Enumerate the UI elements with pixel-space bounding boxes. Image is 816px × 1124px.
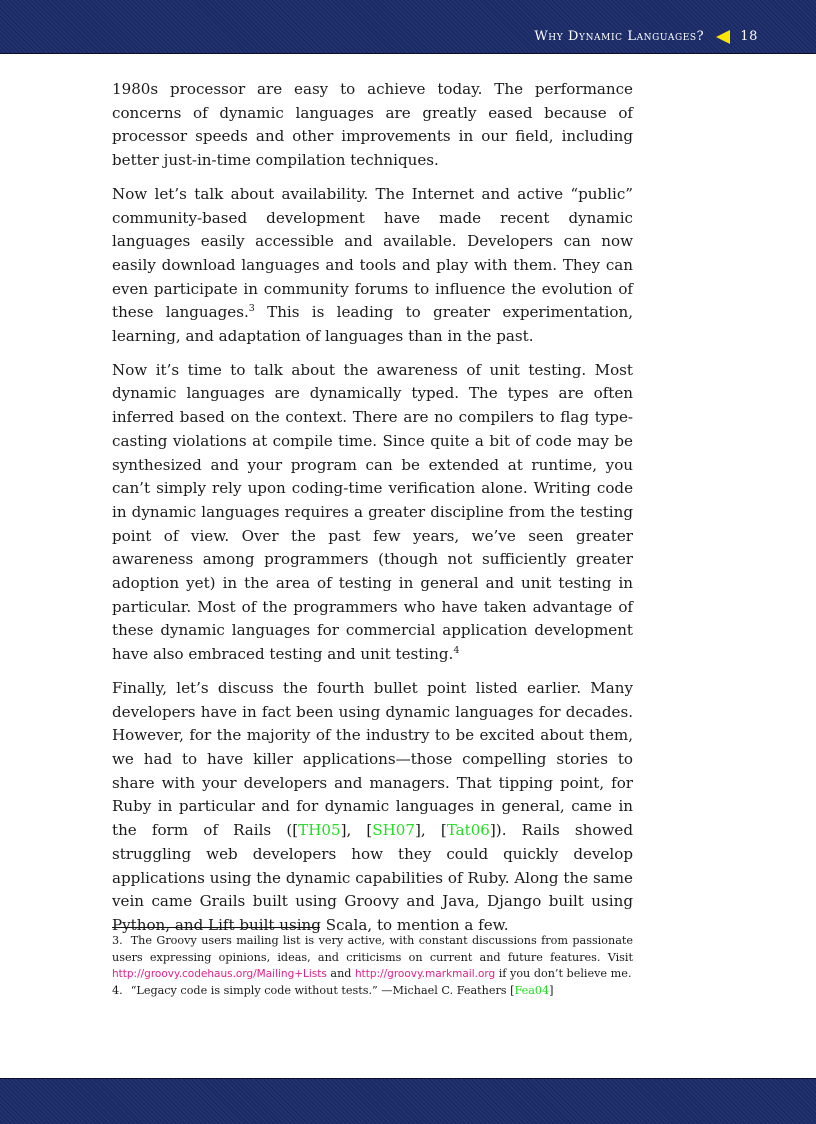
header-band [0,0,816,54]
paragraph-4 [112,677,633,938]
paragraph-1: 1980s processor are easy to achieve today. The performance concerns of dynamic languages are greatly eased because of processor speeds and other improvements in our field, including better just-in-time compilation techniques. [112,80,633,170]
citation-link-tat06[interactable]: Tat06 [446,821,490,840]
paragraph-2-text: Now let’s talk about availability. The Internet and active “public” community-based development have made recent dynamic languages easily accessible and available. Developers can now easily download languages and tools and play with them. They can even participate in community forums to influence the evolution of these languages. [112,184,633,322]
footnote-3 [112,933,633,983]
running-head [534,29,758,44]
main-text [112,78,633,948]
paragraph-3-text: Now it’s time to talk about the awareness of unit testing. Most dynamic languages are dynamically typed. The types are often inferred based on the context. There are no compilers to flag type-casting violations at compile time. Since quite a bit of code may be synthesized and your program can be extended at runtime, you can’t simply rely upon coding-time verification alone. Writing code in dynamic languages requires a greater discipline from the testing point of view. Over the past few years, we’ve seen greater awareness among programmers (though not sufficiently greater adoption yet) in the area of testing in general and unit testing in particular. Most of the programmers who have taken advantage of these dynamic languages for commercial application development have also embraced testing and unit testing. [112,360,633,664]
footnote-4-number: 4. [112,983,123,997]
citation-link-sh07[interactable]: SH07 [372,821,416,840]
footnote-3-text-a: The Groovy users mailing list is very active, with constant discussions from passionate users expressing opinions, ideas, and criticisms on current and future features. Visit [112,934,633,964]
footnote-4-text-a: “Legacy code is simply code without tests.” —Michael C. Feathers [ [130,983,515,997]
paragraph-3 [112,359,633,667]
footer-band [0,1078,816,1124]
paragraph-4-text-d: ]). Rails showed struggling web developers how they could quickly develop applications using the dynamic capabilities of Ruby. Along the same vein came Grails built using Groovy and Java, Django built using Python, and Lift built using Scala, to mention a few. [112,821,633,934]
page-number: 18 [740,29,758,44]
footnote-divider [112,927,320,928]
paragraph-4-text-a: Finally, let’s discuss the fourth bullet point listed earlier. Many developers have in fact been using dynamic languages for decades. However, for the majority of the industry to be excited about them, we had to have killer applications—those compelling stories to share with your developers and managers. That tipping point, for Ruby in particular and for dynamic languages in general, came in the form of Rails ([ [112,678,633,840]
footnote-3-and: and [326,967,356,980]
footnote-ref-4[interactable]: 4 [453,645,460,657]
footnote-4 [112,983,633,1000]
footnote-ref-3[interactable]: 3 [248,303,255,315]
footnote-3-number: 3. [112,934,123,947]
citation-link-th05[interactable]: TH05 [298,821,341,840]
paragraph-4-sep-2: ], [ [415,821,447,840]
mailing-lists-url-link[interactable]: http://groovy.codehaus.org/Mailing+Lists [112,968,327,980]
markmail-url-link[interactable]: http://groovy.markmail.org [355,968,496,980]
footnotes [112,933,633,999]
footnote-3-text-b: if you don’t believe me. [495,967,632,980]
paragraph-2-tail: This is leading to greater experimentation, learning, and adaptation of languages than in the past. [112,303,634,346]
chapter-title: Why Dynamic Languages? [534,29,705,44]
citation-link-fea04[interactable]: Fea04 [514,983,550,997]
previous-page-arrow-icon[interactable] [716,30,730,44]
footnote-4-text-b: ] [549,983,554,997]
paragraph-2 [112,183,633,349]
paragraph-4-sep-1: ], [ [340,821,373,840]
